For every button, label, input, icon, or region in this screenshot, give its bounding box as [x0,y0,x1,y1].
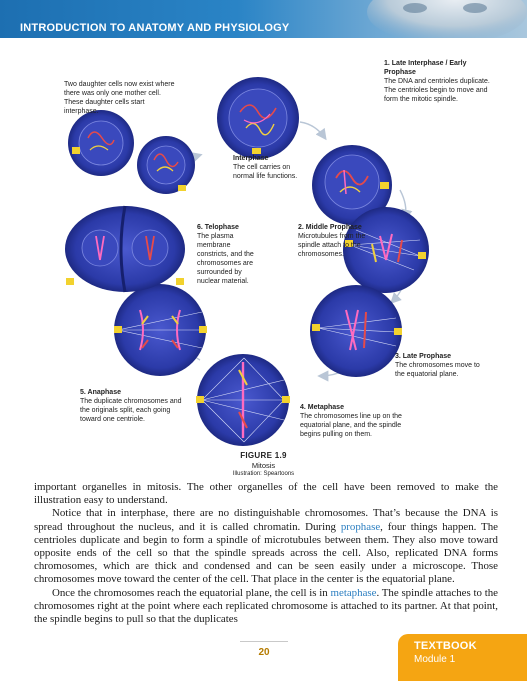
caption-late-prophase-heading: 3. Late Prophase [395,353,452,360]
caption-late-interphase-heading: 1. Late Interphase / Early Prophase [384,60,467,76]
tab-textbook-label: TEXTBOOK [414,640,477,652]
interphase-cell [217,77,299,159]
caption-daughter-cells [64,80,176,116]
caption-metaphase-heading: 4. Metaphase [300,404,344,411]
figure-credit: Illustration: Speartoons [232,471,295,477]
paragraph-2-part-b: , four things happen. The centrioles duplicate and begin to form a spindle of microtubules between them. They also move toward opposite ends of the cell so that the spindle spreads across the cell. Also, replicated DNA forms chromosomes, which are thick and condensed and can be seen easily under a microscope. Those chromosomes move toward the center of the cell. That place in the center is the equatorial plane. [34,520,498,586]
caption-telophase-body: The plasma membrane constricts, and the chromosomes are surrounded by nuclear material. [197,233,254,285]
paragraph-3 [34,587,498,627]
caption-metaphase [300,403,420,439]
caption-interphase [233,154,309,181]
page-number-rule [240,641,288,642]
caption-late-interphase [384,59,494,104]
page-number: 20 [258,647,270,658]
daughter-cell-right [137,136,195,194]
daughter-cell-left [68,110,134,176]
figure-title: Mitosis [251,461,276,470]
caption-middle-prophase-body: Microtubules from the spindle attach to the chromosomes. [298,233,366,258]
metaphase-cell [196,354,290,446]
paragraph-3-part-a: Once the chromosomes reach the equatorial plane, the cell is in [52,586,331,599]
caption-late-interphase-body: The DNA and centrioles duplicate. The centrioles begin to move and form the mitotic spindle. [384,78,490,103]
caption-interphase-heading: Interphase [233,155,269,162]
paragraph-2-part-a: Notice that in interphase, there are no distinguishable chromosomes. That’s because the DNA is spread throughout the nucleus, and it is called chromatin. During [34,507,498,533]
caption-middle-prophase [298,223,376,259]
caption-anaphase [80,388,190,424]
telophase-cell [65,206,185,292]
header-banner [0,0,527,38]
keyword-metaphase-link[interactable]: metaphase [330,586,377,599]
paragraph-1: important organelles in mitosis. The other organelles of the cell have been removed to make the illustration easy to understand. [34,481,498,507]
figure-label: FIGURE 1.9 [240,451,287,460]
anaphase-cell [114,284,207,376]
caption-middle-prophase-heading: 2. Middle Prophase [298,224,362,231]
tab-module-label: Module 1 [414,654,456,665]
keyword-prophase-link[interactable]: prophase [340,520,381,533]
late-prophase-cell [310,285,402,377]
banner-face-graphic [297,0,527,38]
caption-late-prophase [395,352,485,379]
chapter-title: INTRODUCTION TO ANATOMY AND PHYSIOLOGY [20,22,290,34]
mitosis-diagram [0,40,527,470]
caption-metaphase-body: The chromosomes line up on the equatorial plane, and the spindle begins pulling on them. [300,413,402,438]
caption-anaphase-body: The duplicate chromosomes and the originals split, each going toward one centriole. [80,398,182,423]
caption-telophase-heading: 6. Telophase [197,224,239,231]
caption-telophase [197,223,259,286]
paragraph-2 [34,507,498,586]
caption-anaphase-heading: 5. Anaphase [80,389,121,396]
textbook-module-tab [398,634,527,681]
paragraph-3-part-b: . The spindle attaches to the chromosomes right at the point where each replicated chromosome is attached to its partner. At that point, the spindle begins to pull so that the duplicates [34,586,498,626]
body-text [34,481,498,626]
caption-late-prophase-body: The chromosomes move to the equatorial plane. [395,362,480,378]
caption-interphase-body: The cell carries on normal life functions. [233,164,298,180]
caption-daughter-body: Two daughter cells now exist where there was only one mother cell. These daughter cells start interphase. [64,81,175,115]
